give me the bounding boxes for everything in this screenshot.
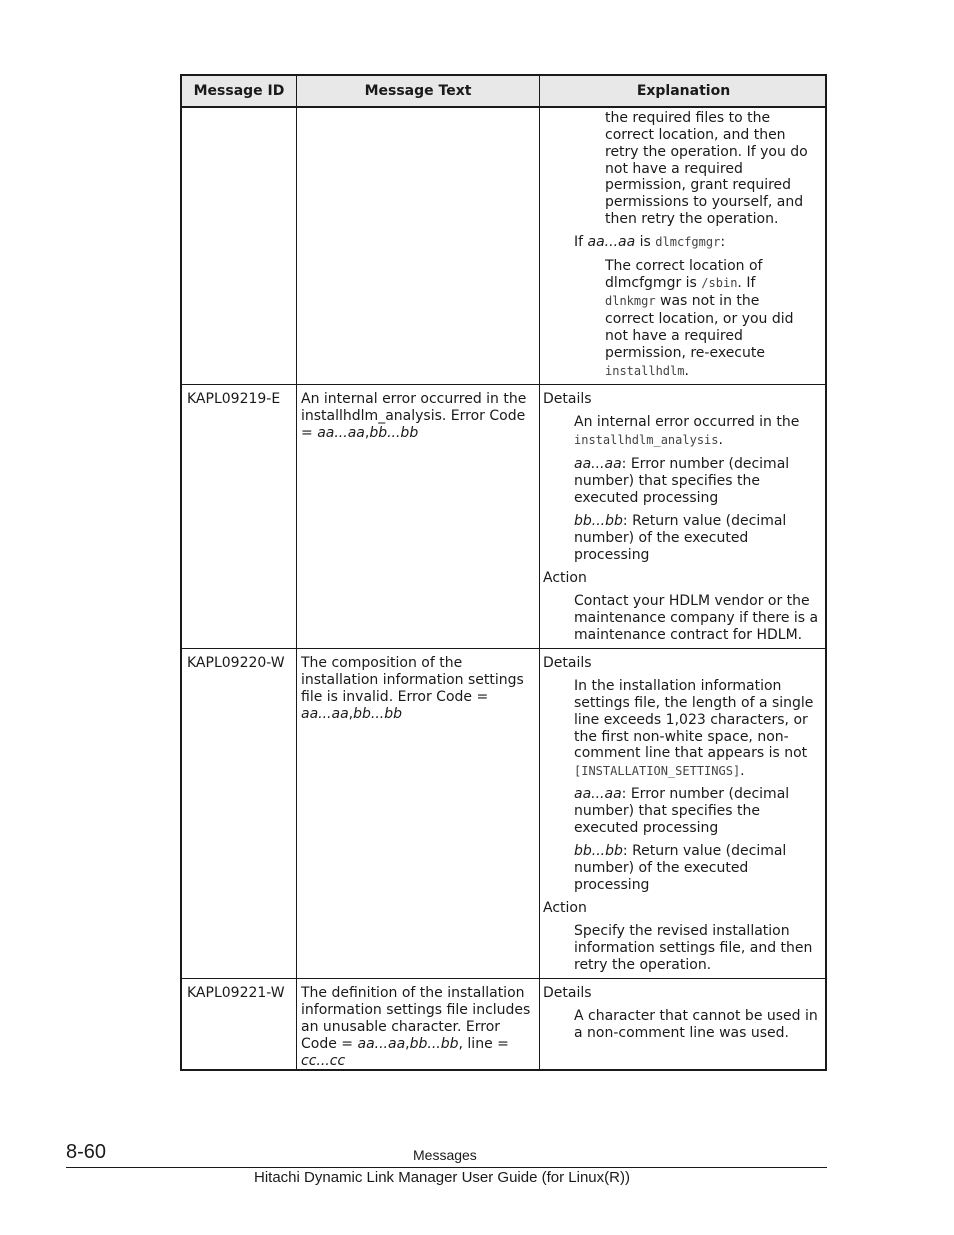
explanation-line: information settings file, and then <box>574 940 813 956</box>
explanation-line: not have a required <box>605 161 743 177</box>
explanation-line: a non-comment line was used. <box>574 1025 789 1041</box>
text: , <box>348 706 354 722</box>
code: installhdlm_analysis <box>574 433 719 447</box>
header-message-text: Message Text <box>364 83 472 99</box>
explanation-line: processing <box>574 877 650 893</box>
explanation-line: executed processing <box>574 820 719 836</box>
explanation-line <box>574 786 789 803</box>
message-text-line <box>301 425 418 442</box>
explanation-line: number) of the executed <box>574 530 749 546</box>
message-id: KAPL09220-W <box>187 655 285 671</box>
explanation-line <box>574 763 745 780</box>
text: : <box>720 234 726 250</box>
text: If <box>574 234 588 250</box>
explanation-line: comment line that appears is not <box>574 745 808 761</box>
message-text-line <box>301 706 402 723</box>
condition-line <box>574 234 725 251</box>
text: is <box>635 234 656 250</box>
text: , line = <box>458 1036 509 1052</box>
messages-table <box>180 74 827 1071</box>
explanation-line: retry the operation. If you do <box>605 144 808 160</box>
message-text-line: The composition of the <box>301 655 463 671</box>
text: = <box>301 425 318 441</box>
message-text-line: information settings file includes <box>301 1002 531 1018</box>
text: . If <box>737 275 756 291</box>
explanation-line: correct location, or you did <box>605 311 794 327</box>
text: was not in the <box>655 293 760 309</box>
message-text-line: cc...cc <box>301 1053 346 1069</box>
explanation-line: A character that cannot be used in <box>574 1008 818 1024</box>
header-explanation: Explanation <box>636 83 731 99</box>
footer-divider <box>66 1167 827 1168</box>
action-label: Action <box>543 900 587 916</box>
explanation-line <box>605 293 759 310</box>
variable: bb...bb <box>369 425 419 441</box>
explanation-line: In the installation information <box>574 678 782 694</box>
book-title: Hitachi Dynamic Link Manager User Guide (for Linux(R)) <box>254 1169 630 1186</box>
explanation-line <box>574 456 789 473</box>
explanation-line: then retry the operation. <box>605 211 779 227</box>
code: [INSTALLATION_SETTINGS] <box>574 764 741 778</box>
text: : Error number (decimal <box>621 456 790 472</box>
action-label: Action <box>543 570 587 586</box>
message-id: KAPL09219-E <box>187 391 281 407</box>
code: installhdlm <box>605 364 685 378</box>
explanation-line <box>605 275 755 292</box>
message-text-line: file is invalid. Error Code = <box>301 689 489 705</box>
explanation-line: settings file, the length of a single <box>574 695 814 711</box>
text: : Return value (decimal <box>622 513 787 529</box>
explanation-line <box>574 513 786 530</box>
explanation-line <box>605 363 689 380</box>
explanation-line: An internal error occurred in the <box>574 414 800 430</box>
explanation-line: The correct location of <box>605 258 763 274</box>
explanation-line: permission, re-execute <box>605 345 765 361</box>
row-divider <box>182 384 825 385</box>
message-text-line <box>301 1036 509 1053</box>
text: : Return value (decimal <box>622 843 787 859</box>
explanation-line: number) that specifies the <box>574 473 760 489</box>
message-text-line: an unusable character. Error <box>301 1019 501 1035</box>
message-text-line: The definition of the installation <box>301 985 525 1001</box>
section-name: Messages <box>413 1147 477 1163</box>
table-header <box>182 76 825 108</box>
variable: bb...bb <box>574 513 623 529</box>
variable: aa...aa <box>574 456 622 472</box>
variable: aa...aa <box>587 234 636 250</box>
row-divider <box>182 978 825 979</box>
page-number: 8-60 <box>66 1141 107 1163</box>
variable: aa...aa <box>301 706 349 722</box>
explanation-line: the first non-white space, non- <box>574 729 789 745</box>
column-divider <box>539 76 540 1069</box>
text: , <box>364 425 370 441</box>
details-label: Details <box>543 391 592 407</box>
explanation-line: permission, grant required <box>605 177 792 193</box>
details-label: Details <box>543 655 592 671</box>
text: . <box>718 432 723 448</box>
explanation-line: Specify the revised installation <box>574 923 790 939</box>
explanation-line: permissions to yourself, and <box>605 194 804 210</box>
variable: aa...aa <box>574 786 622 802</box>
explanation-line: number) of the executed <box>574 860 749 876</box>
message-id: KAPL09221-W <box>187 985 285 1001</box>
column-divider <box>296 76 297 1069</box>
variable: aa...aa <box>357 1036 406 1052</box>
text: dlmcfgmgr is <box>605 275 702 291</box>
header-message-id: Message ID <box>193 83 285 99</box>
explanation-line: correct location, and then <box>605 127 786 143</box>
text: . <box>684 363 689 379</box>
message-text-line: An internal error occurred in the <box>301 391 527 407</box>
explanation-line: executed processing <box>574 490 719 506</box>
variable: bb...bb <box>574 843 623 859</box>
details-label: Details <box>543 985 592 1001</box>
explanation-line: retry the operation. <box>574 957 712 973</box>
explanation-line: the required files to the <box>605 110 771 126</box>
text: Code = <box>301 1036 358 1052</box>
text: , <box>405 1036 410 1052</box>
explanation-line: Contact your HDLM vendor or the <box>574 593 810 609</box>
explanation-line: not have a required <box>605 328 743 344</box>
explanation-line <box>574 432 723 449</box>
explanation-line: processing <box>574 547 650 563</box>
explanation-line: line exceeds 1,023 characters, or <box>574 712 808 728</box>
explanation-line: maintenance contract for HDLM. <box>574 627 803 643</box>
row-divider <box>182 648 825 649</box>
variable: bb...bb <box>409 1036 459 1052</box>
code: /sbin <box>701 276 738 290</box>
variable: aa...aa <box>317 425 365 441</box>
code: dlmcfgmgr <box>655 235 721 249</box>
explanation-line: number) that specifies the <box>574 803 760 819</box>
explanation-line <box>574 843 786 860</box>
variable: bb...bb <box>353 706 403 722</box>
text: : Error number (decimal <box>621 786 790 802</box>
code: dlnkmgr <box>605 294 656 308</box>
text: . <box>740 763 745 779</box>
message-text-line: installhdlm_analysis. Error Code <box>301 408 526 424</box>
message-text-line: installation information settings <box>301 672 524 688</box>
explanation-line: maintenance company if there is a <box>574 610 819 626</box>
